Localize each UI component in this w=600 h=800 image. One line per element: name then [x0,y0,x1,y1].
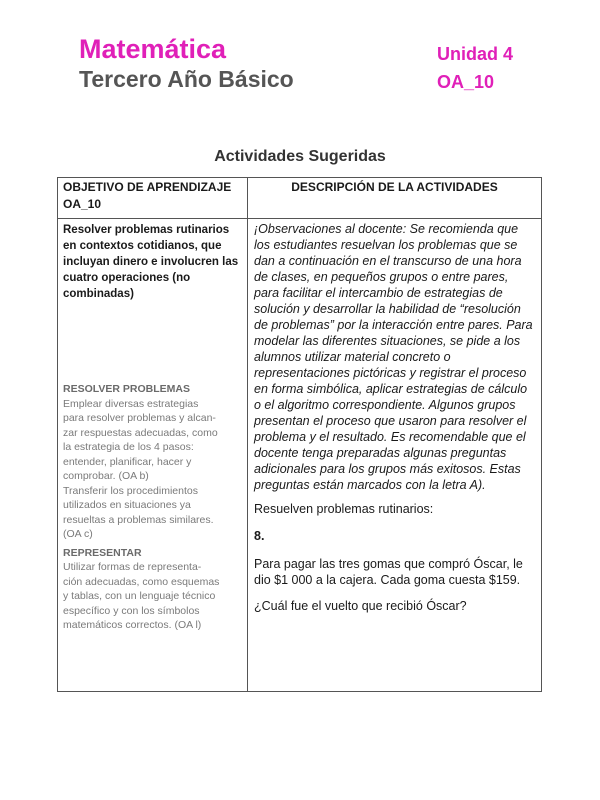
skill-resolver-problemas [58,382,247,542]
objective-text: Resolver problemas rutinarios en contextos cotidianos, que incluyan dinero e involucren las cuatro operaciones (no combinadas) [63,224,239,300]
skill-line: Emplear diversas estrategias [63,397,199,410]
teacher-observation: ¡Observaciones al docente: Se recomienda que los estudiantes resuelvan los problemas que se dan a continuación en el transcurso de una hora de clases, en pequeños grupos o entre pares, para facilitar el intercambio de estrategias de solución y desarrollar la habilidad de “resolución de problemas” por la interacción entre pares. Para modelar las diferentes situaciones, se pide a los alumnos utilizar material concreto o representaciones pictóricas y registrar el proceso en forma simbólica, aplicar estrategias de cálculo o el algoritmo correspondiente. Algunos grupos presentan el proceso que usaron para resolver el problema y el resultado. Es recomendable que el docente tenga preparadas algunas preguntas adicionales para los grupos más exitosos. Estas preguntas están marcados con la letra A). [254,222,533,492]
left-header-line1: OBJETIVO DE APRENDIZAJE [63,180,232,194]
skill-line: resueltas a problemas similares. [63,513,214,526]
skill-line: ción adecuadas, como esquemas [63,575,220,588]
right-header-text: DESCRIPCIÓN DE LA ACTIVIDADES [291,180,498,194]
skill-line: zar respuestas adecuadas, como [63,426,218,439]
skill-line: (OA c) [63,528,93,540]
problem-question: ¿Cuál fue el vuelto que recibió Óscar? [254,599,467,613]
subject-title: Matemática [79,34,227,64]
right-body-cell [248,219,542,692]
skill-line: comprobar. (OA b) [63,470,149,482]
oa-label: OA_10 [437,72,495,92]
skill-line: utilizados en situaciones ya [63,499,191,511]
table-header-row [58,178,542,219]
problem-number: 8. [254,529,265,543]
skill-line: y tablas, con un lenguaje técnico [63,590,216,602]
table-body-row [58,219,542,692]
section-title: Actividades Sugeridas [214,148,386,165]
left-header-line2: OA_10 [63,197,102,211]
skill-line: Transferir los procedimientos [63,484,198,497]
left-header-cell [58,178,248,219]
skill-line: específico y con los símbolos [63,604,200,617]
skill-line: matemáticos correctos. (OA l) [63,619,202,631]
unit-label: Unidad 4 [437,44,514,64]
skill-line: para resolver problemas y alcan- [63,412,216,424]
left-body-cell [58,219,248,692]
skill-title: RESOLVER PROBLEMAS [63,383,190,395]
skill-line: Utilizar formas de representa- [63,561,202,573]
grade-title: Tercero Año Básico [79,66,294,92]
skill-line: entender, planificar, hacer y [63,455,192,468]
problem-text: Para pagar las tres gomas que compró Óscar, le dio $1 000 a la cajera. Cada goma cuesta $159. [254,557,523,587]
skill-title: REPRESENTAR [63,546,142,559]
instruction-text: Resuelven problemas rutinarios: [254,502,434,516]
skill-representar [58,546,247,633]
skill-line: la estrategia de los 4 pasos: [63,441,194,453]
activities-table [57,177,542,692]
right-header-cell [248,178,542,219]
